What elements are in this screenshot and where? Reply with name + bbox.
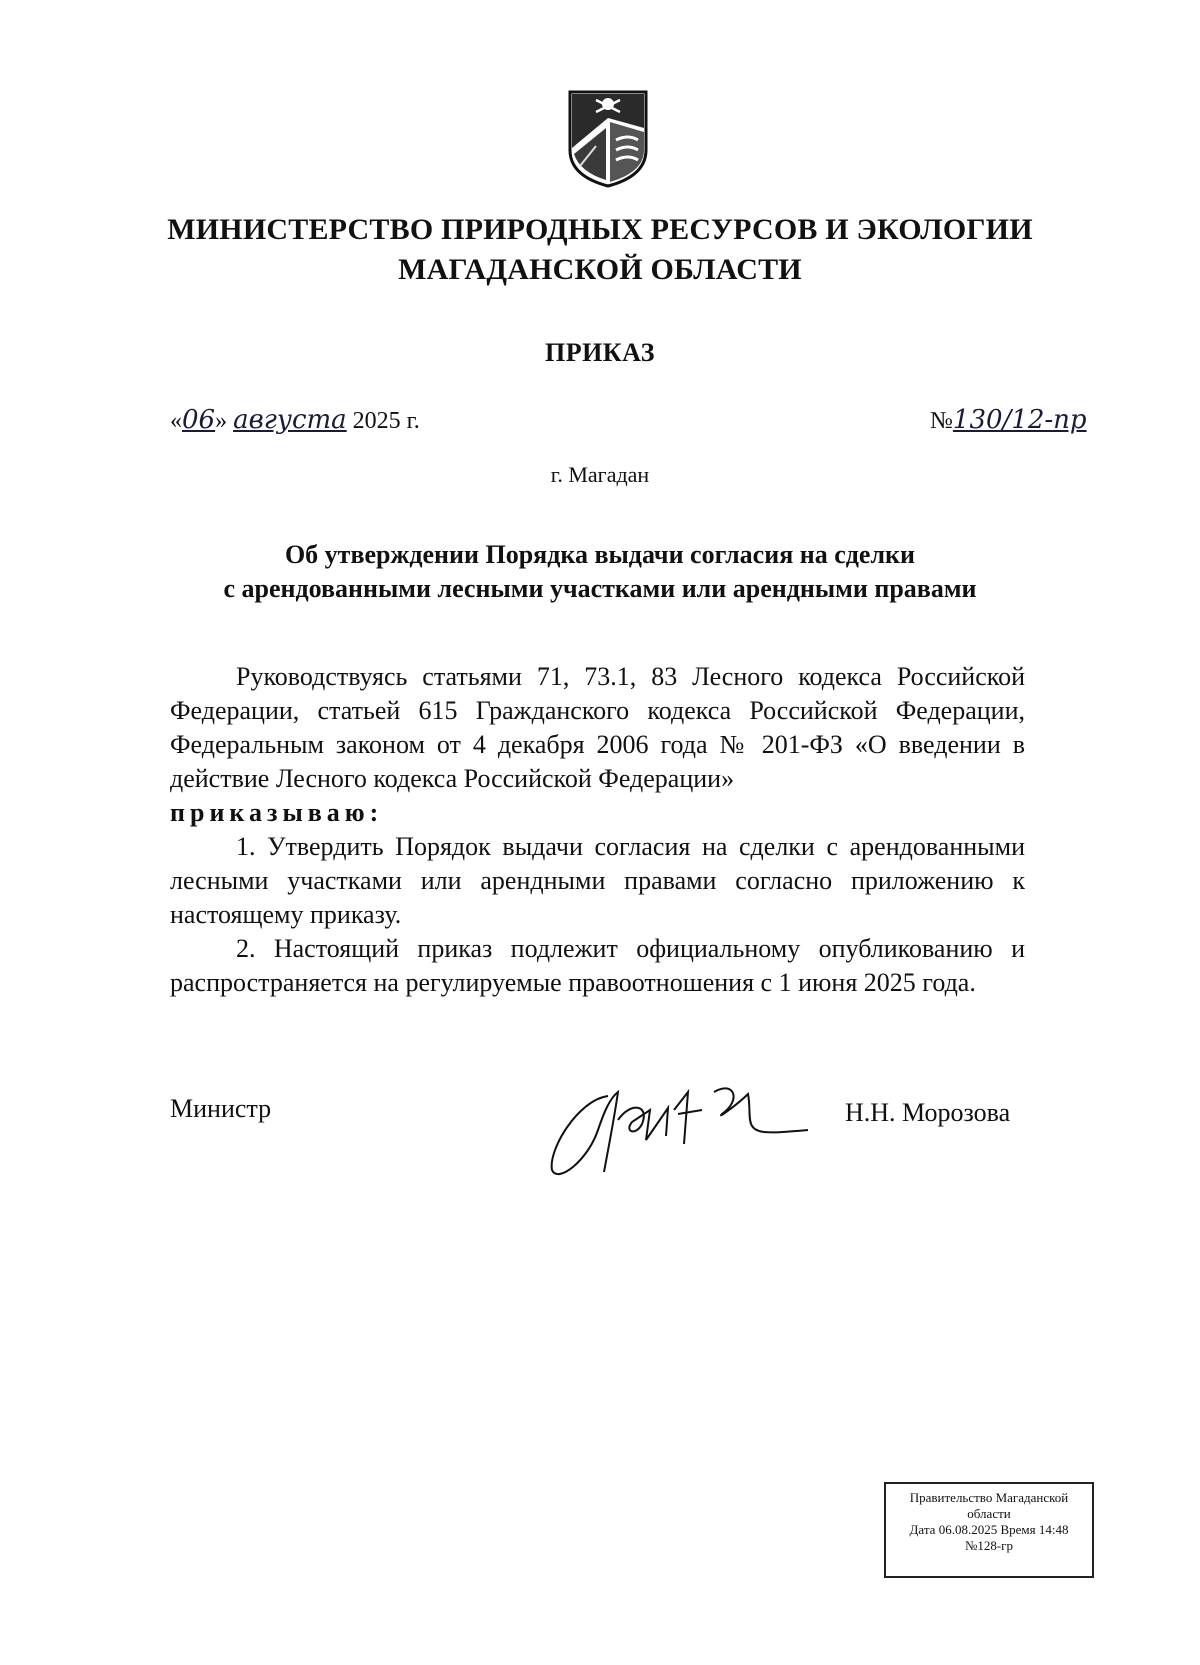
date-open-quote: « [170,408,182,434]
signer-position: Министр [170,1094,272,1123]
stamp-line3: Дата 06.08.2025 Время 14:48 [909,1522,1069,1537]
date-close-quote: » [215,408,228,434]
ministry-name-line2: МАГАДАНСКОЙ ОБЛАСТИ [398,253,802,286]
order-subject-line2: с арендованными лесными участками или арендными правами [223,574,977,603]
date-year: 2025 г. [352,408,420,434]
order-subject [0,538,1200,606]
coat-of-arms-emblem [566,88,650,190]
signer-name: Н.Н. Морозова [845,1098,1011,1127]
order-body [170,660,1025,1000]
order-directive: приказываю: [170,798,384,827]
order-number-prefix: № [930,408,953,434]
order-preamble: Руководствуясь статьями 71, 73.1, 83 Лесного кодекса Российской Федерации, статьей 615 Гражданского кодекса Российской Федерации, Федеральным законом от 4 декабря 2006 года № 201-ФЗ «О введении в действие Лесного кодекса Российской Федерации» [170,662,1025,793]
stamp-line4: №128-гр [964,1538,1014,1553]
order-subject-line1: Об утверждении Порядка выдачи согласия на сделки [284,540,916,569]
stamp-line2: области [967,1506,1011,1521]
date-month-handwritten: августа [233,405,347,435]
date-day-handwritten: 06 [182,405,216,435]
order-item-2: 2. Настоящий приказ подлежит официальному опубликованию и распространяется на регулируемые правоотношения с 1 июня 2025 года. [170,934,1025,997]
issue-city: г. Магадан [550,462,650,487]
order-item-1: 1. Утвердить Порядок выдачи согласия на сделки с арендованными лесными участками или арендными правами согласно приложению к настоящему приказу. [170,832,1025,929]
stamp-line1: Правительство Магаданской [909,1490,1069,1505]
registration-stamp [884,1482,1094,1578]
document-type-title: ПРИКАЗ [544,338,656,367]
order-number-handwritten: 130/12-пр [952,405,1087,435]
ministry-name-line1: МИНИСТЕРСТВО ПРИРОДНЫХ РЕСУРСОВ И ЭКОЛОГИИ [167,213,1033,246]
ministry-name [0,210,1200,290]
handwritten-signature [538,1080,818,1180]
order-date [170,405,420,435]
order-number [930,405,1087,435]
